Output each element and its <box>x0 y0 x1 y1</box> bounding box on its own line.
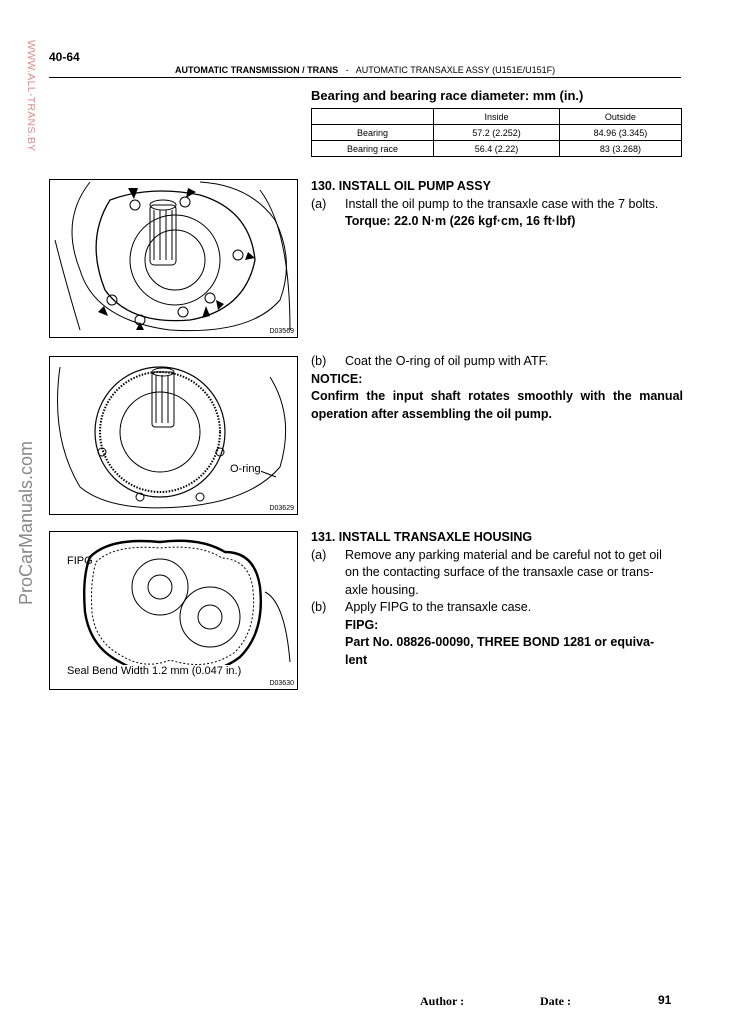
footer-date-label: Date : <box>540 994 571 1008</box>
table-header-cell <box>312 109 434 125</box>
part-number-cont: lent <box>345 652 368 667</box>
notice-label: NOTICE: <box>311 371 363 386</box>
header-separator: - <box>345 65 349 75</box>
table-header-cell: Inside <box>434 109 560 125</box>
bearing-table <box>311 108 682 157</box>
step-label: (b) <box>311 354 327 368</box>
running-header <box>175 65 555 75</box>
step-text: Apply FIPG to the transaxle case. <box>345 600 532 614</box>
table-header-cell: Outside <box>559 109 681 125</box>
table-cell: Bearing <box>312 125 434 141</box>
part-number: Part No. 08826-00090, THREE BOND 1281 or equiva- <box>345 635 655 649</box>
figure-code: D03569 <box>269 328 294 335</box>
step-label: (a) <box>311 547 327 562</box>
header-section: AUTOMATIC TRANSMISSION / TRANS <box>175 65 339 75</box>
step-text: Install the oil pump to the transaxle case with the 7 bolts. <box>345 196 659 211</box>
table-cell: 84.96 (3.345) <box>559 125 681 141</box>
step-text: Coat the O-ring of oil pump with ATF. <box>345 354 549 368</box>
table-header-row <box>312 109 682 125</box>
notice-text: Confirm the input shaft rotates smoothly with the manual operation after assembling the oil pump. <box>311 389 683 421</box>
step-text: on the contacting surface of the transaxle case or trans- <box>345 565 654 579</box>
table-row <box>312 141 682 157</box>
step-130-a <box>311 196 683 214</box>
watermark-side: ProCarManuals.com <box>16 440 36 605</box>
torque-spec: Torque: 22.0 N·m (226 kgf·cm, 16 ft·lbf) <box>345 214 576 228</box>
table-cell: Bearing race <box>312 141 434 157</box>
figure-code: D03629 <box>269 505 294 512</box>
step-130-b <box>311 353 683 371</box>
step-130-title: 130. INSTALL OIL PUMP ASSY <box>311 179 491 193</box>
page-number: 40-64 <box>49 50 80 64</box>
bearing-table-title: Bearing and bearing race diameter: mm (in.) <box>311 88 584 103</box>
table-cell: 83 (3.268) <box>559 141 681 157</box>
table-cell: 57.2 (2.252) <box>434 125 560 141</box>
footer-page-number: 91 <box>658 993 672 1007</box>
step-131-a <box>311 547 683 565</box>
watermark-top: WWW.ALL-TRANS.BY <box>25 40 37 152</box>
o-ring-illustration <box>50 357 297 514</box>
step-131-b <box>311 599 683 617</box>
table-row <box>312 125 682 141</box>
oil-pump-illustration <box>50 180 297 337</box>
seal-bend-caption: Seal Bend Width 1.2 mm (0.047 in.) <box>67 665 242 677</box>
header-rule <box>49 77 681 78</box>
step-131 <box>311 529 683 669</box>
figure-code: D03630 <box>269 680 294 687</box>
fipg-callout: FIPG <box>67 555 93 567</box>
o-ring-callout: O-ring <box>230 463 261 475</box>
step-130 <box>311 178 683 231</box>
step-label: (a) <box>311 196 327 211</box>
figure-oil-pump-bolts <box>49 179 298 338</box>
figure-o-ring <box>49 356 298 515</box>
footer-author-label: Author : <box>420 994 465 1008</box>
step-text: axle housing. <box>345 582 419 597</box>
table-cell: 56.4 (2.22) <box>434 141 560 157</box>
fipg-label: FIPG: <box>345 617 379 632</box>
step-label: (b) <box>311 600 327 614</box>
step-131-title: 131. INSTALL TRANSAXLE HOUSING <box>311 530 533 544</box>
step-text: Remove any parking material and be careful not to get oil <box>345 547 662 562</box>
figure-fipg <box>49 531 298 690</box>
header-subsection: AUTOMATIC TRANSAXLE ASSY (U151E/U151F) <box>355 65 556 75</box>
step-130-b-block <box>311 353 683 423</box>
